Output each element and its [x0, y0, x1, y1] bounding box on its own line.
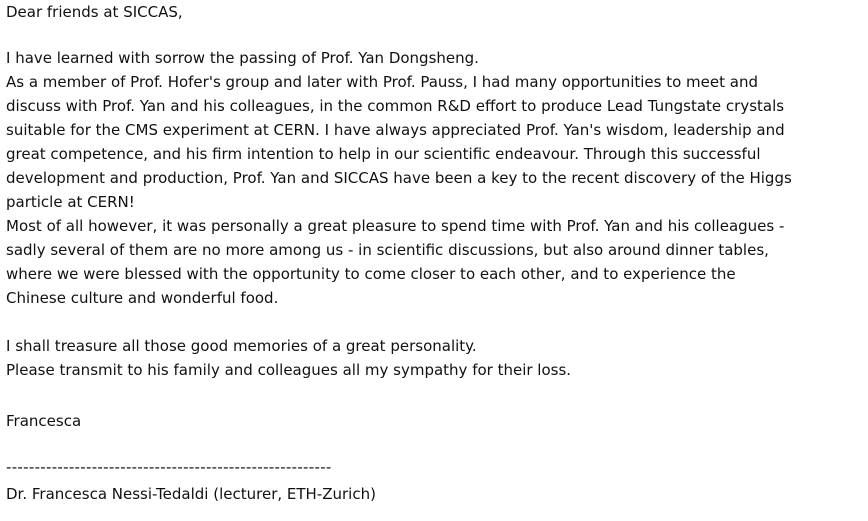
body-line: Please transmit to his family and colleagues all my sympathy for their loss. [6, 361, 572, 379]
body-line: I shall treasure all those good memories of a great personality. [6, 337, 477, 355]
signature-separator: --------------------------------------------------------- [6, 458, 332, 476]
body-line: I have learned with sorrow the passing of Prof. Yan Dongsheng. [6, 49, 479, 67]
body-line: great competence, and his firm intention to help in our scientific endeavour. Through this successful [6, 145, 761, 163]
signoff-name: Francesca [6, 412, 82, 430]
body-line: sadly several of them are no more among us - in scientific discussions, but also around dinner tables, [6, 241, 769, 259]
body-line: suitable for the CMS experiment at CERN. I have always appreciated Prof. Yan's wisdom, leadership and [6, 121, 785, 139]
body-line: Chinese culture and wonderful food. [6, 289, 279, 307]
body-line: particle at CERN! [6, 193, 135, 211]
body-line: As a member of Prof. Hofer's group and later with Prof. Pauss, I had many opportunities to meet and [6, 73, 758, 91]
body-paragraph-1 [6, 46, 792, 310]
body-line: development and production, Prof. Yan and SICCAS have been a key to the recent discovery of the Higgs [6, 169, 792, 187]
body-paragraph-2 [6, 334, 571, 382]
body-line: discuss with Prof. Yan and his colleagues, in the common R&D effort to produce Lead Tungstate crystals [6, 97, 785, 115]
greeting: Dear friends at SICCAS, [6, 3, 183, 21]
body-line: where we were blessed with the opportunity to come closer to each other, and to experience the [6, 265, 736, 283]
signature-full-name: Dr. Francesca Nessi-Tedaldi (lecturer, ETH-Zurich) [6, 485, 376, 503]
body-line: Most of all however, it was personally a great pleasure to spend time with Prof. Yan and his colleagues - [6, 217, 785, 235]
